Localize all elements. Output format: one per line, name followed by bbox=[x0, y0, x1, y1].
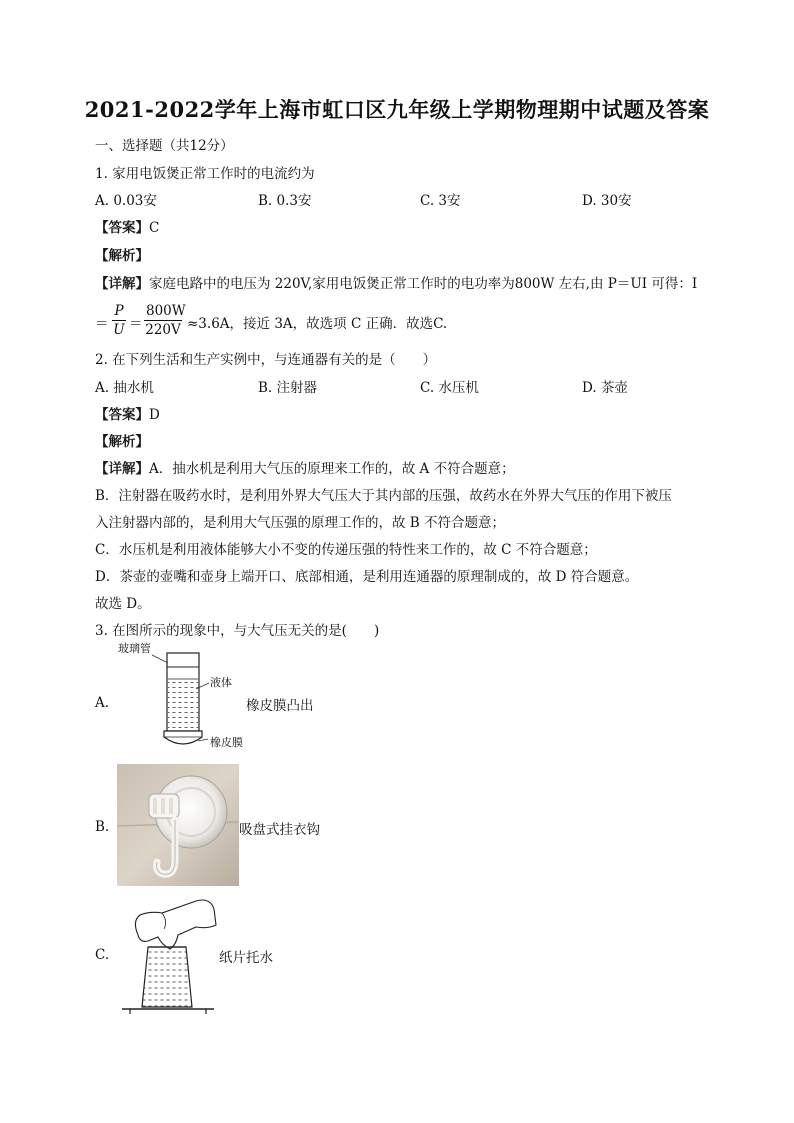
q1-analysis-tag bbox=[95, 247, 149, 265]
q2-detail-b1: B．注射器在吸药水时，是利用外界大气压大于其内部的压强，故药水在外界大气压的作用下被压 bbox=[95, 488, 672, 504]
q2-option-c: C. 水压机 bbox=[420, 380, 479, 396]
q1-option-a: A. 0.03安 bbox=[95, 193, 157, 209]
q1-stem: 1. 家用电饭煲正常工作时的电流约为 bbox=[95, 166, 315, 182]
q2-detail-line-1 bbox=[95, 460, 515, 478]
q2-answer: D bbox=[149, 407, 160, 423]
section-heading: 一、选择题（共12分） bbox=[95, 138, 234, 154]
q2-conclusion: 故选 D。 bbox=[95, 596, 151, 612]
q1-answer-line bbox=[95, 219, 159, 237]
label-liquid: 液体 bbox=[210, 676, 232, 689]
formula-fraction-pu bbox=[112, 302, 126, 339]
formula-tail: ≈3.6A，接近 3A，故选项 C 正确．故选C. bbox=[187, 316, 448, 332]
detail-tag: 【详解】 bbox=[95, 276, 149, 292]
formula-volts: 220V bbox=[145, 322, 181, 338]
page-title: 2021-2022学年上海市虹口区九年级上学期物理期中试题及答案 bbox=[84, 97, 710, 122]
formula-u: U bbox=[113, 322, 125, 338]
q1-detail-text: 家庭电路中的电压为 220V,家用电饭煲正常工作时的电功率为800W 左右,由 P＝UI 可得：I bbox=[149, 276, 698, 292]
q1-option-c: C. 3安 bbox=[420, 193, 461, 209]
q1-detail-line bbox=[95, 275, 697, 293]
q3-option-a-letter: A. bbox=[95, 695, 110, 711]
rubber-membrane bbox=[164, 731, 202, 744]
q3-option-c-caption: 纸片托水 bbox=[219, 950, 273, 966]
formula-watts: 800W bbox=[146, 303, 186, 319]
analysis-tag: 【解析】 bbox=[95, 434, 149, 450]
detail-tag: 【详解】 bbox=[95, 461, 149, 477]
q3-option-a-caption: 橡皮膜凸出 bbox=[246, 698, 314, 714]
label-glass-tube: 玻璃管 bbox=[118, 642, 151, 655]
answer-tag: 【答案】 bbox=[95, 220, 149, 236]
analysis-tag: 【解析】 bbox=[95, 248, 149, 264]
answer-tag: 【答案】 bbox=[95, 407, 149, 423]
liquid bbox=[168, 679, 198, 731]
q2-detail-a: A．抽水机是利用大气压的原理来工作的，故 A 不符合题意； bbox=[149, 461, 515, 477]
q2-option-b: B. 注射器 bbox=[258, 380, 318, 396]
formula-eq-1: ＝ bbox=[95, 316, 109, 332]
q2-option-a: A. 抽水机 bbox=[95, 380, 154, 396]
q2-stem: 2. 在下列生活和生产实例中，与连通器有关的是（ ） bbox=[95, 352, 437, 368]
suction-hook-photo bbox=[117, 764, 239, 886]
paper-holding-water-figure bbox=[118, 895, 218, 1015]
hand bbox=[135, 900, 216, 949]
q2-analysis-tag bbox=[95, 433, 149, 451]
q1-answer: C bbox=[149, 220, 160, 236]
q3-option-c-letter: C. bbox=[95, 947, 110, 963]
q3-option-b-caption: 吸盘式挂衣钩 bbox=[239, 822, 320, 838]
label-rubber-membrane: 橡皮膜 bbox=[210, 736, 243, 749]
q3-stem: 3. 在图所示的现象中，与大气压无关的是( ) bbox=[95, 623, 380, 639]
formula-p: P bbox=[112, 302, 126, 321]
q2-option-d: D. 茶壶 bbox=[582, 380, 628, 396]
formula-fraction-wv bbox=[144, 302, 186, 339]
inverted-cup bbox=[142, 947, 192, 1007]
q2-answer-line bbox=[95, 406, 160, 424]
q3-option-b-letter: B. bbox=[95, 819, 110, 835]
q2-detail-c: C．水压机是利用液体能够大小不变的传递压强的特性来工作的，故 C 不符合题意； bbox=[95, 542, 597, 558]
q2-detail-d: D．茶壶的壶嘴和壶身上端开口、底部相通，是利用连通器的原理制成的，故 D 符合题意。 bbox=[95, 569, 639, 585]
q2-detail-b2: 入注射器内部的，是利用大气压强的原理工作的，故 B 不符合题意； bbox=[95, 515, 506, 531]
formula-eq-2: ＝ bbox=[129, 316, 143, 332]
q1-option-d: D. 30安 bbox=[582, 193, 632, 209]
q1-option-b: B. 0.3安 bbox=[258, 193, 312, 209]
